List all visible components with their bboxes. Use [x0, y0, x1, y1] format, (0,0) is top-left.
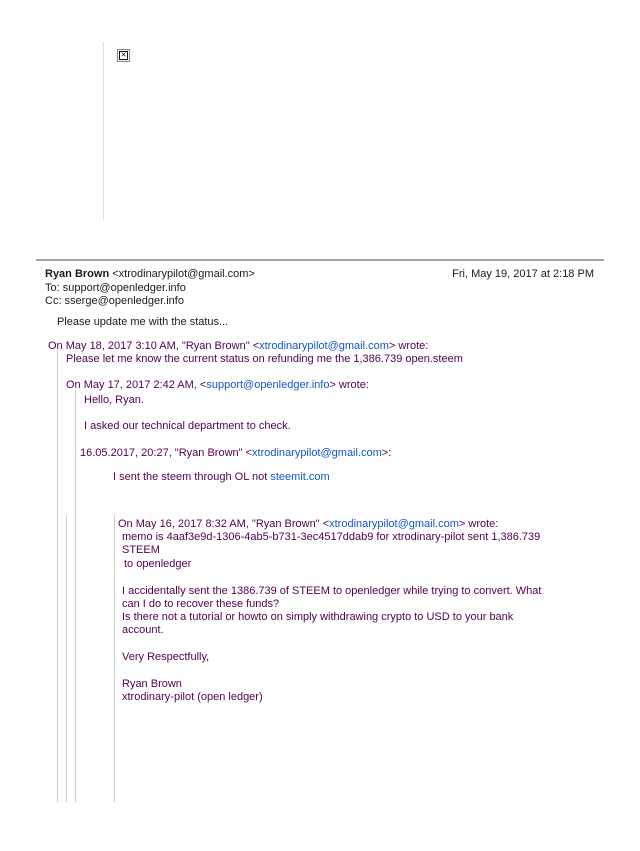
- quote-attribution-may17: [66, 379, 369, 392]
- broken-image-icon: [117, 49, 130, 62]
- quote-text: I sent the steem through OL not: [113, 471, 271, 483]
- attribution-text: On May 17, 2017 2:42 AM, <: [66, 379, 207, 391]
- broken-image-x-icon: ✕: [120, 52, 127, 59]
- quote-body-may18: Please let me know the current status on refunding me the 1,386.739 open.steem: [66, 353, 463, 365]
- quote-border-level4: [114, 515, 115, 802]
- quote-line: memo is 4aaf3e9d-1306-4ab5-b731-3ec4517ddab9 for xtrodinary-pilot sent 1,386.739: [122, 531, 541, 543]
- email-link[interactable]: support@openledger.info: [206, 379, 330, 391]
- attribution-text: On May 18, 2017 3:10 AM, "Ryan Brown" <: [48, 340, 260, 352]
- email-link[interactable]: xtrodinarypilot@gmail.com: [252, 447, 382, 459]
- steemit-link[interactable]: steemit.com: [270, 471, 330, 483]
- quote-attribution-may18: [48, 340, 428, 353]
- quote-attribution-1605: [80, 447, 391, 460]
- quote-line: account.: [122, 624, 164, 636]
- quote-line-signoff: Very Respectfully,: [122, 651, 210, 663]
- attribution-text: On May 16, 2017 8:32 AM, "Ryan Brown" <: [118, 518, 330, 530]
- attribution-text: 16.05.2017, 20:27, "Ryan Brown" <: [80, 447, 253, 459]
- quote-line-steemit: [113, 471, 330, 484]
- cc-line: Cc: sserge@openledger.info: [45, 295, 184, 307]
- quote-border-level1: [57, 350, 58, 802]
- sender-email: <xtrodinarypilot@gmail.com>: [109, 268, 255, 280]
- to-line: To: support@openledger.info: [45, 282, 186, 294]
- from-line: [45, 268, 255, 281]
- quote-attribution-may16: [118, 518, 498, 531]
- attribution-text: > wrote:: [329, 379, 369, 391]
- quote-border-level3: [66, 515, 67, 802]
- message-body: Please update me with the status...: [57, 316, 229, 328]
- quote-line: Hello, Ryan.: [84, 394, 144, 406]
- sender-name: Ryan Brown: [45, 268, 110, 280]
- previous-quote-border: [103, 42, 104, 220]
- attribution-text: > wrote:: [458, 518, 499, 530]
- email-link[interactable]: xtrodinarypilot@gmail.com: [329, 518, 459, 530]
- email-link[interactable]: xtrodinarypilot@gmail.com: [259, 340, 389, 352]
- attribution-text: > wrote:: [388, 340, 429, 352]
- quote-line: STEEM: [122, 544, 160, 556]
- quote-line: I accidentally sent the 1386.739 of STEEM to openledger while trying to convert. What: [122, 585, 542, 597]
- quote-line: to openledger: [124, 558, 192, 570]
- quote-line-signature: Ryan Brown: [122, 678, 182, 690]
- attribution-text: >:: [381, 447, 392, 459]
- quote-line: I asked our technical department to check.: [84, 420, 291, 432]
- quote-line: can I do to recover these funds?: [122, 598, 280, 610]
- quote-border-level2: [75, 391, 76, 802]
- quote-line-signature: xtrodinary-pilot (open ledger): [122, 691, 263, 703]
- quote-line: Is there not a tutorial or howto on simply withdrawing crypto to USD to your bank: [122, 611, 514, 623]
- message-divider: [36, 259, 604, 261]
- message-date: Fri, May 19, 2017 at 2:18 PM: [452, 268, 594, 280]
